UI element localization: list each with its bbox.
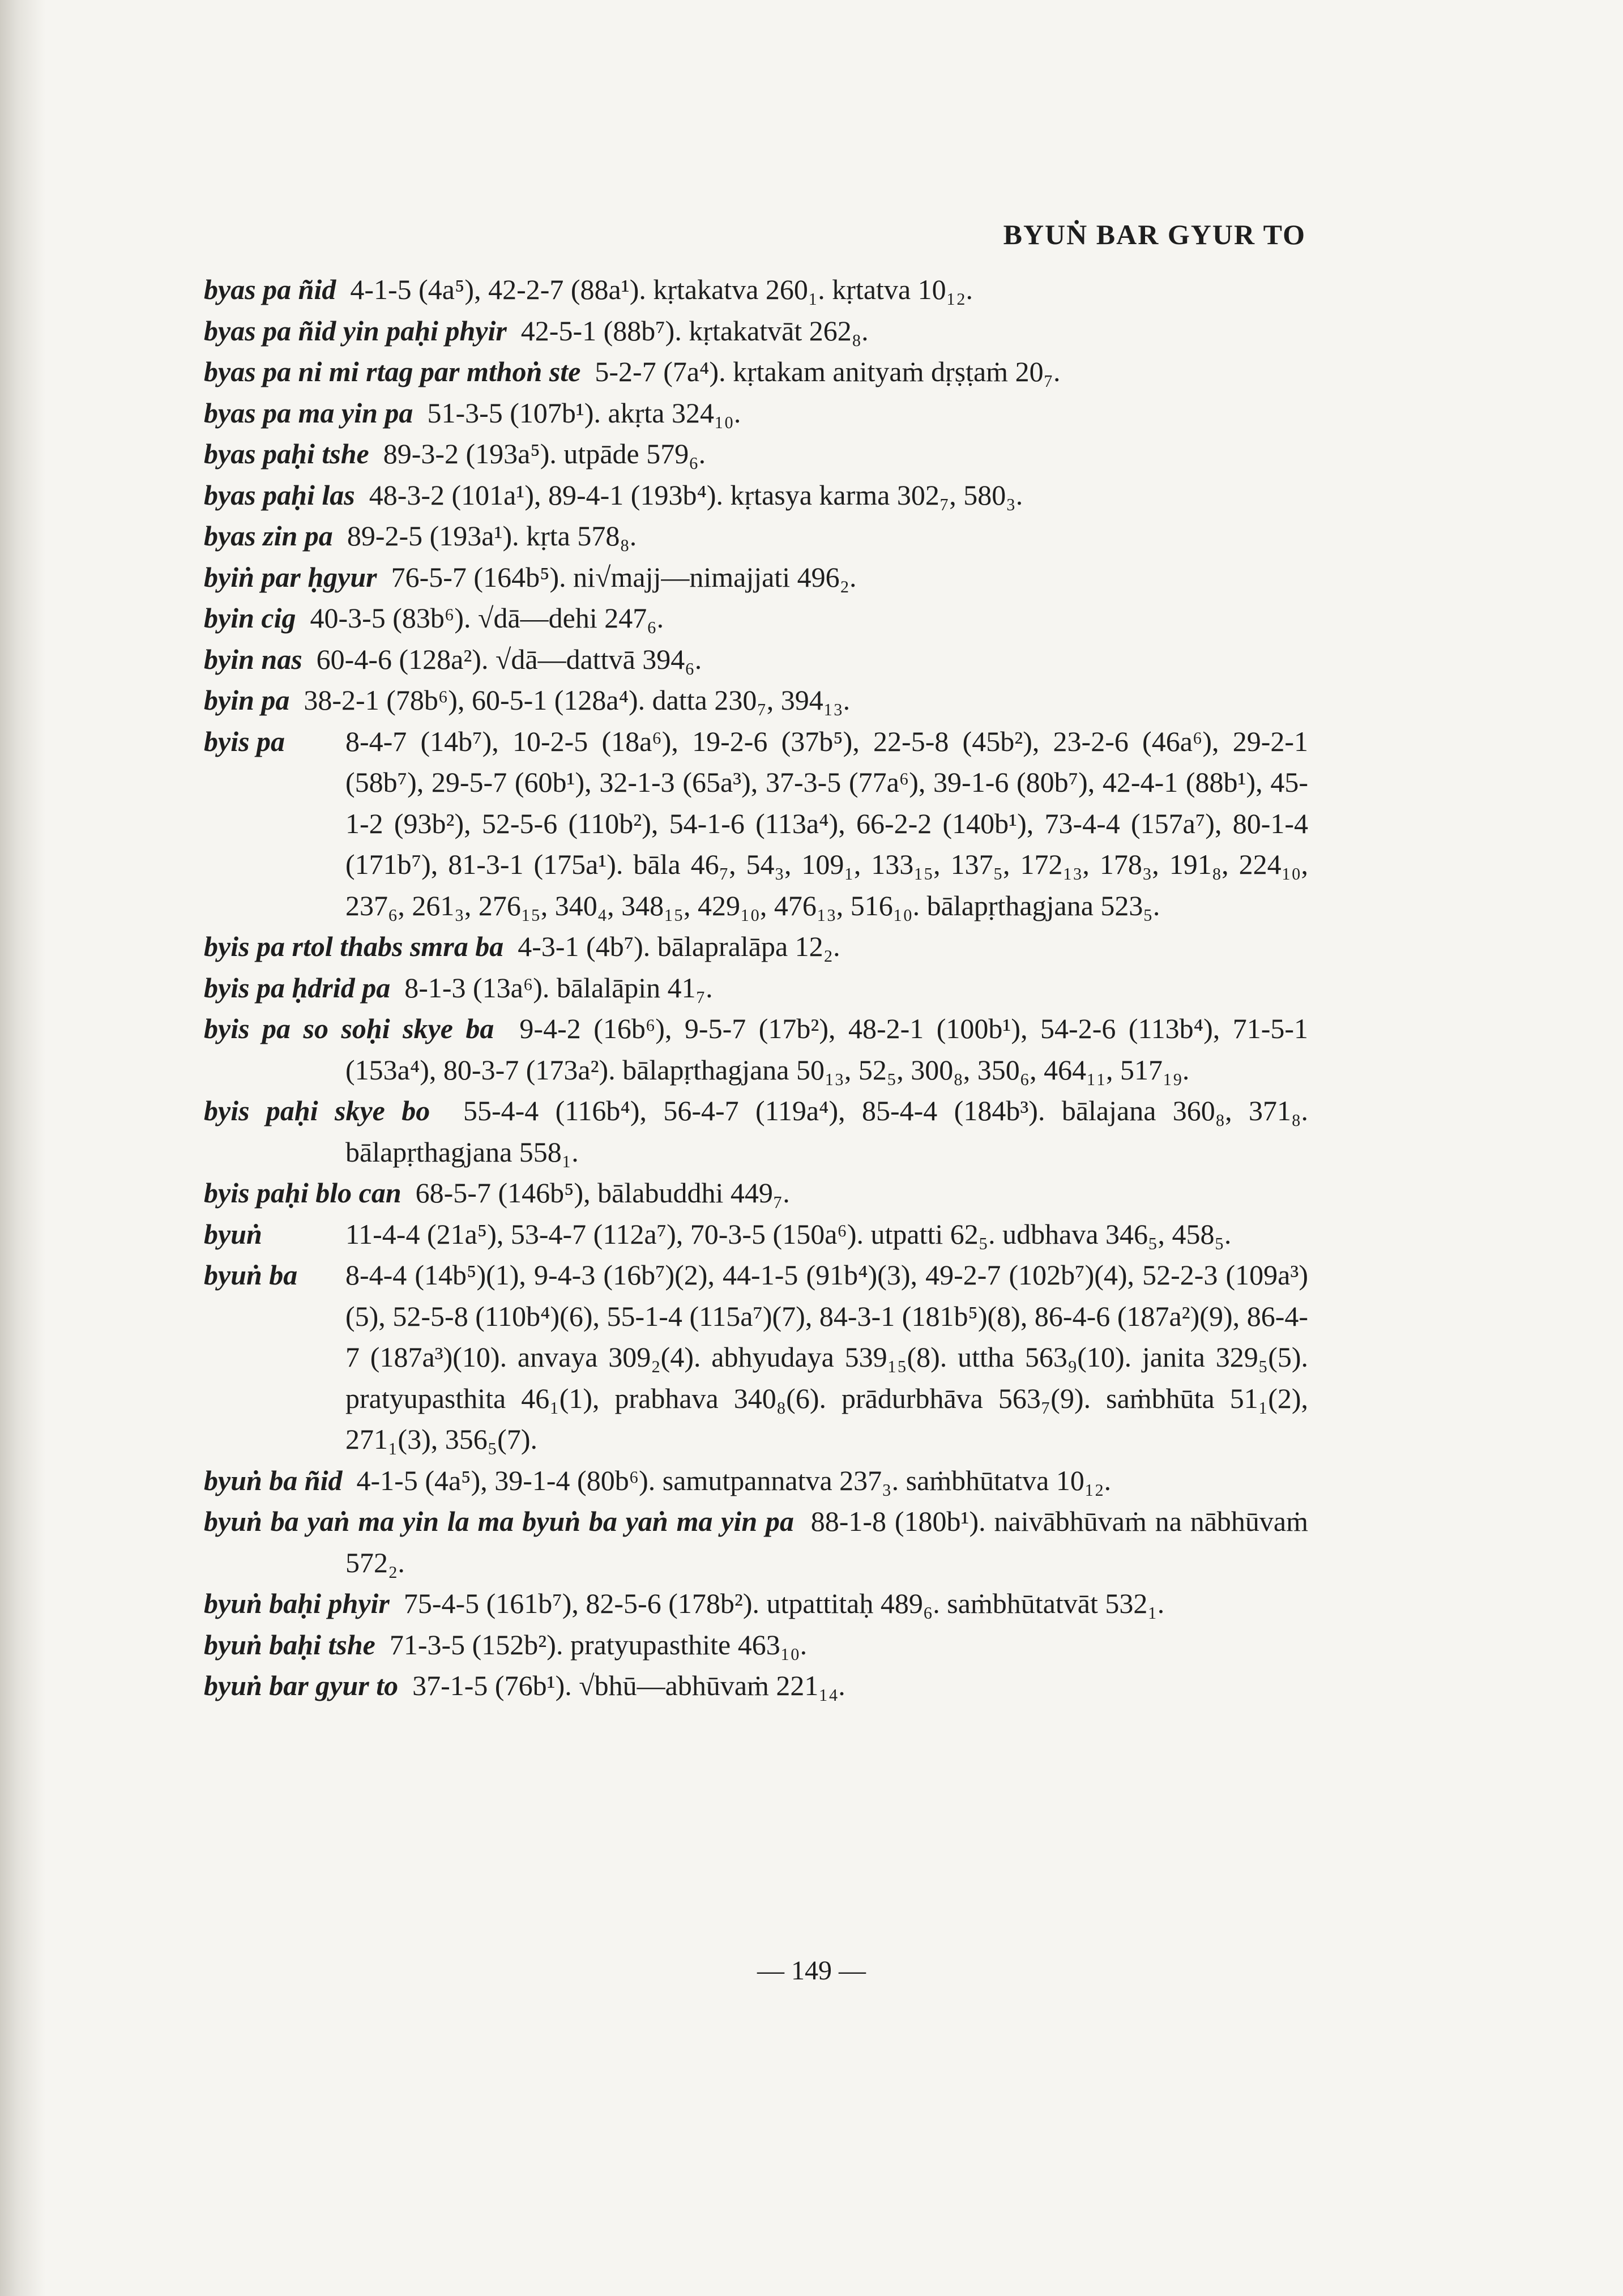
entry-text: 60-4-6 (128a²). √dā—dattvā 394₆. bbox=[316, 643, 702, 675]
entry-text: 68-5-7 (146b⁵), bālabuddhi 449₇. bbox=[415, 1177, 790, 1209]
entry-text: 71-3-5 (152b²). pratyupasthite 463₁₀. bbox=[389, 1628, 808, 1661]
headword: byuṅ baḥi tshe bbox=[204, 1628, 375, 1661]
headword: byas paḥi tshe bbox=[204, 438, 369, 470]
entry-text: 76-5-7 (164b⁵). ni√majj—nimajjati 496₂. bbox=[391, 561, 857, 593]
entry-byun-bahi-phyir bbox=[204, 1583, 1308, 1624]
entry-byun-bar-gyur-to bbox=[204, 1665, 1308, 1706]
entry-text: 4-3-1 (4b⁷). bālapralāpa 12₂. bbox=[518, 931, 840, 962]
headword: byuṅ baḥi phyir bbox=[204, 1587, 390, 1619]
entry-byas-pahi-las bbox=[204, 475, 1308, 516]
headword: byis pa rtol thabs smra ba bbox=[204, 931, 504, 962]
headword: byis pa ḥdrid pa bbox=[204, 971, 391, 1004]
headword: byis pa so soḥi skye ba bbox=[204, 1013, 494, 1044]
headword: byuṅ bar gyur to bbox=[204, 1670, 399, 1701]
entry-byis-pa-rtol-thabs bbox=[204, 926, 1308, 967]
entry-text: 38-2-1 (78b⁶), 60-5-1 (128a⁴). datta 230₇, 394₁₃. bbox=[304, 684, 851, 716]
entry-byun bbox=[204, 1214, 1308, 1255]
headword: byuṅ ba yaṅ ma yin la ma byuṅ ba yaṅ ma yin pa bbox=[204, 1505, 795, 1537]
entry-byas-pa-ma-yin-pa bbox=[204, 392, 1308, 434]
entry-byas-pa-nid-yin-pahi-phyir bbox=[204, 310, 1308, 352]
entry-byun-bahi-tshe bbox=[204, 1624, 1308, 1666]
headword: byas pa ñid bbox=[204, 274, 336, 305]
entry-byin-nas bbox=[204, 639, 1308, 680]
headword: byuṅ bbox=[204, 1218, 262, 1250]
entry-list bbox=[204, 269, 1308, 1706]
entry-text: 75-4-5 (161b⁷), 82-5-6 (178b²). utpattitaḥ 489₆. saṁbhūtatvāt 532₁. bbox=[403, 1587, 1165, 1619]
entry-text: 8-1-3 (13a⁶). bālalāpin 41₇. bbox=[404, 971, 713, 1004]
headword: byiṅ par ḥgyur bbox=[204, 561, 377, 593]
entry-text: 55-4-4 (116b⁴), 56-4-7 (119a⁴), 85-4-4 (184b³). bālajana 360₈, 371₈. bālapṛthagjana 558₁. bbox=[345, 1095, 1308, 1168]
entry-byis-pa bbox=[204, 721, 1308, 927]
headword: byin cig bbox=[204, 602, 296, 634]
entry-text: 4-1-5 (4a⁵), 42-2-7 (88a¹). kṛtakatva 260₁. kṛtatva 10₁₂. bbox=[350, 274, 973, 305]
headword: byas paḥi las bbox=[204, 479, 355, 511]
entry-text: 51-3-5 (107b¹). akṛta 324₁₀. bbox=[427, 396, 741, 429]
entry-text: 4-1-5 (4a⁵), 39-1-4 (80b⁶). samutpannatva 237₃. saṁbhūtatva 10₁₂. bbox=[356, 1464, 1112, 1496]
entry-text: 5-2-7 (7a⁴). kṛtakam anityaṁ dṛṣṭaṁ 20₇. bbox=[595, 356, 1061, 387]
headword: byas pa ni mi rtag par mthoṅ ste bbox=[204, 356, 581, 387]
page-number: — 149 — bbox=[757, 1956, 866, 1986]
headword: byis paḥi blo can bbox=[204, 1177, 402, 1209]
entry-byis-pahi-skye-bo bbox=[204, 1090, 1308, 1172]
entry-byin-cig bbox=[204, 598, 1308, 639]
entry-byas-pa-ni-mi-rtag bbox=[204, 351, 1308, 392]
entry-text: 48-3-2 (101a¹), 89-4-1 (193b⁴). kṛtasya karma 302₇, 580₃. bbox=[369, 479, 1023, 511]
entry-byun-ba bbox=[204, 1254, 1308, 1460]
headword: byin pa bbox=[204, 684, 290, 716]
headword: byuṅ ba ñid bbox=[204, 1464, 343, 1496]
entry-byin-pa bbox=[204, 680, 1308, 721]
entry-text: 8-4-4 (14b⁵)(1), 9-4-3 (16b⁷)(2), 44-1-5 (91b⁴)(3), 49-2-7 (102b⁷)(4), 52-2-3 (109a³)(5), 52-5-8 (110b⁴)(6), 55-1-4 (115a⁷)(7), 84-3-1 (181b⁵)(8), 86-4-6 (187a²)(9), 86-4-7 (187a³)(10). anvaya 309₂(4). abhyudaya 539₁₅(8). uttha 563₉(10). janita 329₅(5). pratyupasthita 46₁(1), prabhava 340₈(6). prādurbhāva 563₇(9). saṁbhūta 51₁(2), 271₁(3), 356₅(7). bbox=[345, 1259, 1308, 1455]
running-head: BYUṄ BAR GYUR TO bbox=[1003, 219, 1306, 250]
entry-text: 9-4-2 (16b⁶), 9-5-7 (17b²), 48-2-1 (100b¹), 54-2-6 (113b⁴), 71-5-1 (153a⁴), 80-3-7 (173a²). bālapṛthagjana 50₁₃, 52₅, 300₈, 350₆, 464₁₁, 517₁₉. bbox=[345, 1013, 1309, 1086]
headword: byin nas bbox=[204, 643, 302, 675]
entry-byis-pahi-blo-can bbox=[204, 1172, 1308, 1214]
headword: byis paḥi skye bo bbox=[204, 1095, 430, 1126]
entry-byun-ba-nid bbox=[204, 1460, 1308, 1501]
entry-text: 11-4-4 (21a⁵), 53-4-7 (112a⁷), 70-3-5 (150a⁶). utpatti 62₅. udbhava 346₅, 458₅. bbox=[345, 1218, 1232, 1250]
entry-byis-pa-so-sohi-skye-ba bbox=[204, 1008, 1308, 1090]
entry-byas-pahi-tshe bbox=[204, 433, 1308, 475]
entry-byas-pa-nid bbox=[204, 269, 1308, 310]
headword: byuṅ ba bbox=[204, 1259, 298, 1291]
scanned-page-edge bbox=[0, 0, 45, 2296]
entry-text: 88-1-8 (180b¹). naivābhūvaṁ na nābhūvaṁ 572₂. bbox=[345, 1505, 1309, 1578]
entry-text: 89-2-5 (193a¹). kṛta 578₈. bbox=[347, 520, 637, 552]
entry-byis-pa-hdrid-pa bbox=[204, 967, 1308, 1009]
entry-text: 37-1-5 (76b¹). √bhū—abhūvaṁ 221₁₄. bbox=[412, 1670, 845, 1701]
entry-text: 42-5-1 (88b⁷). kṛtakatvāt 262₈. bbox=[520, 314, 869, 347]
entry-byun-ba-yan-ma-yin bbox=[204, 1501, 1308, 1583]
entry-text: 40-3-5 (83b⁶). √dā—dehi 247₆. bbox=[310, 602, 664, 634]
headword: byas pa ma yin pa bbox=[204, 396, 413, 429]
entry-byas-zin-pa bbox=[204, 515, 1308, 557]
headword: byas zin pa bbox=[204, 520, 333, 552]
headword: byas pa ñid yin paḥi phyir bbox=[204, 314, 507, 347]
headword: byis pa bbox=[204, 725, 285, 757]
entry-byin-par-hgyur bbox=[204, 557, 1308, 598]
entry-text: 89-3-2 (193a⁵). utpāde 579₆. bbox=[383, 438, 706, 470]
entry-text: 8-4-7 (14b⁷), 10-2-5 (18a⁶), 19-2-6 (37b⁵), 22-5-8 (45b²), 23-2-6 (46a⁶), 29-2-1 (58b⁷), 29-5-7 (60b¹), 32-1-3 (65a³), 37-3-5 (77a⁶), 39-1-6 (80b⁷), 42-4-1 (88b¹), 45-1-2 (93b²), 52-5-6 (110b²), 54-1-6 (113a⁴), 66-2-2 (140b¹), 73-4-4 (157a⁷), 80-1-4 (171b⁷), 81-3-1 (175a¹). bāla 46₇, 54₃, 109₁, 133₁₅, 137₅, 172₁₃, 178₃, 191₈, 224₁₀, 237₆, 261₃, 276₁₅, 340₄, 348₁₅, 429₁₀, 476₁₃, 516₁₀. bālapṛthagjana 523₅. bbox=[345, 725, 1308, 921]
